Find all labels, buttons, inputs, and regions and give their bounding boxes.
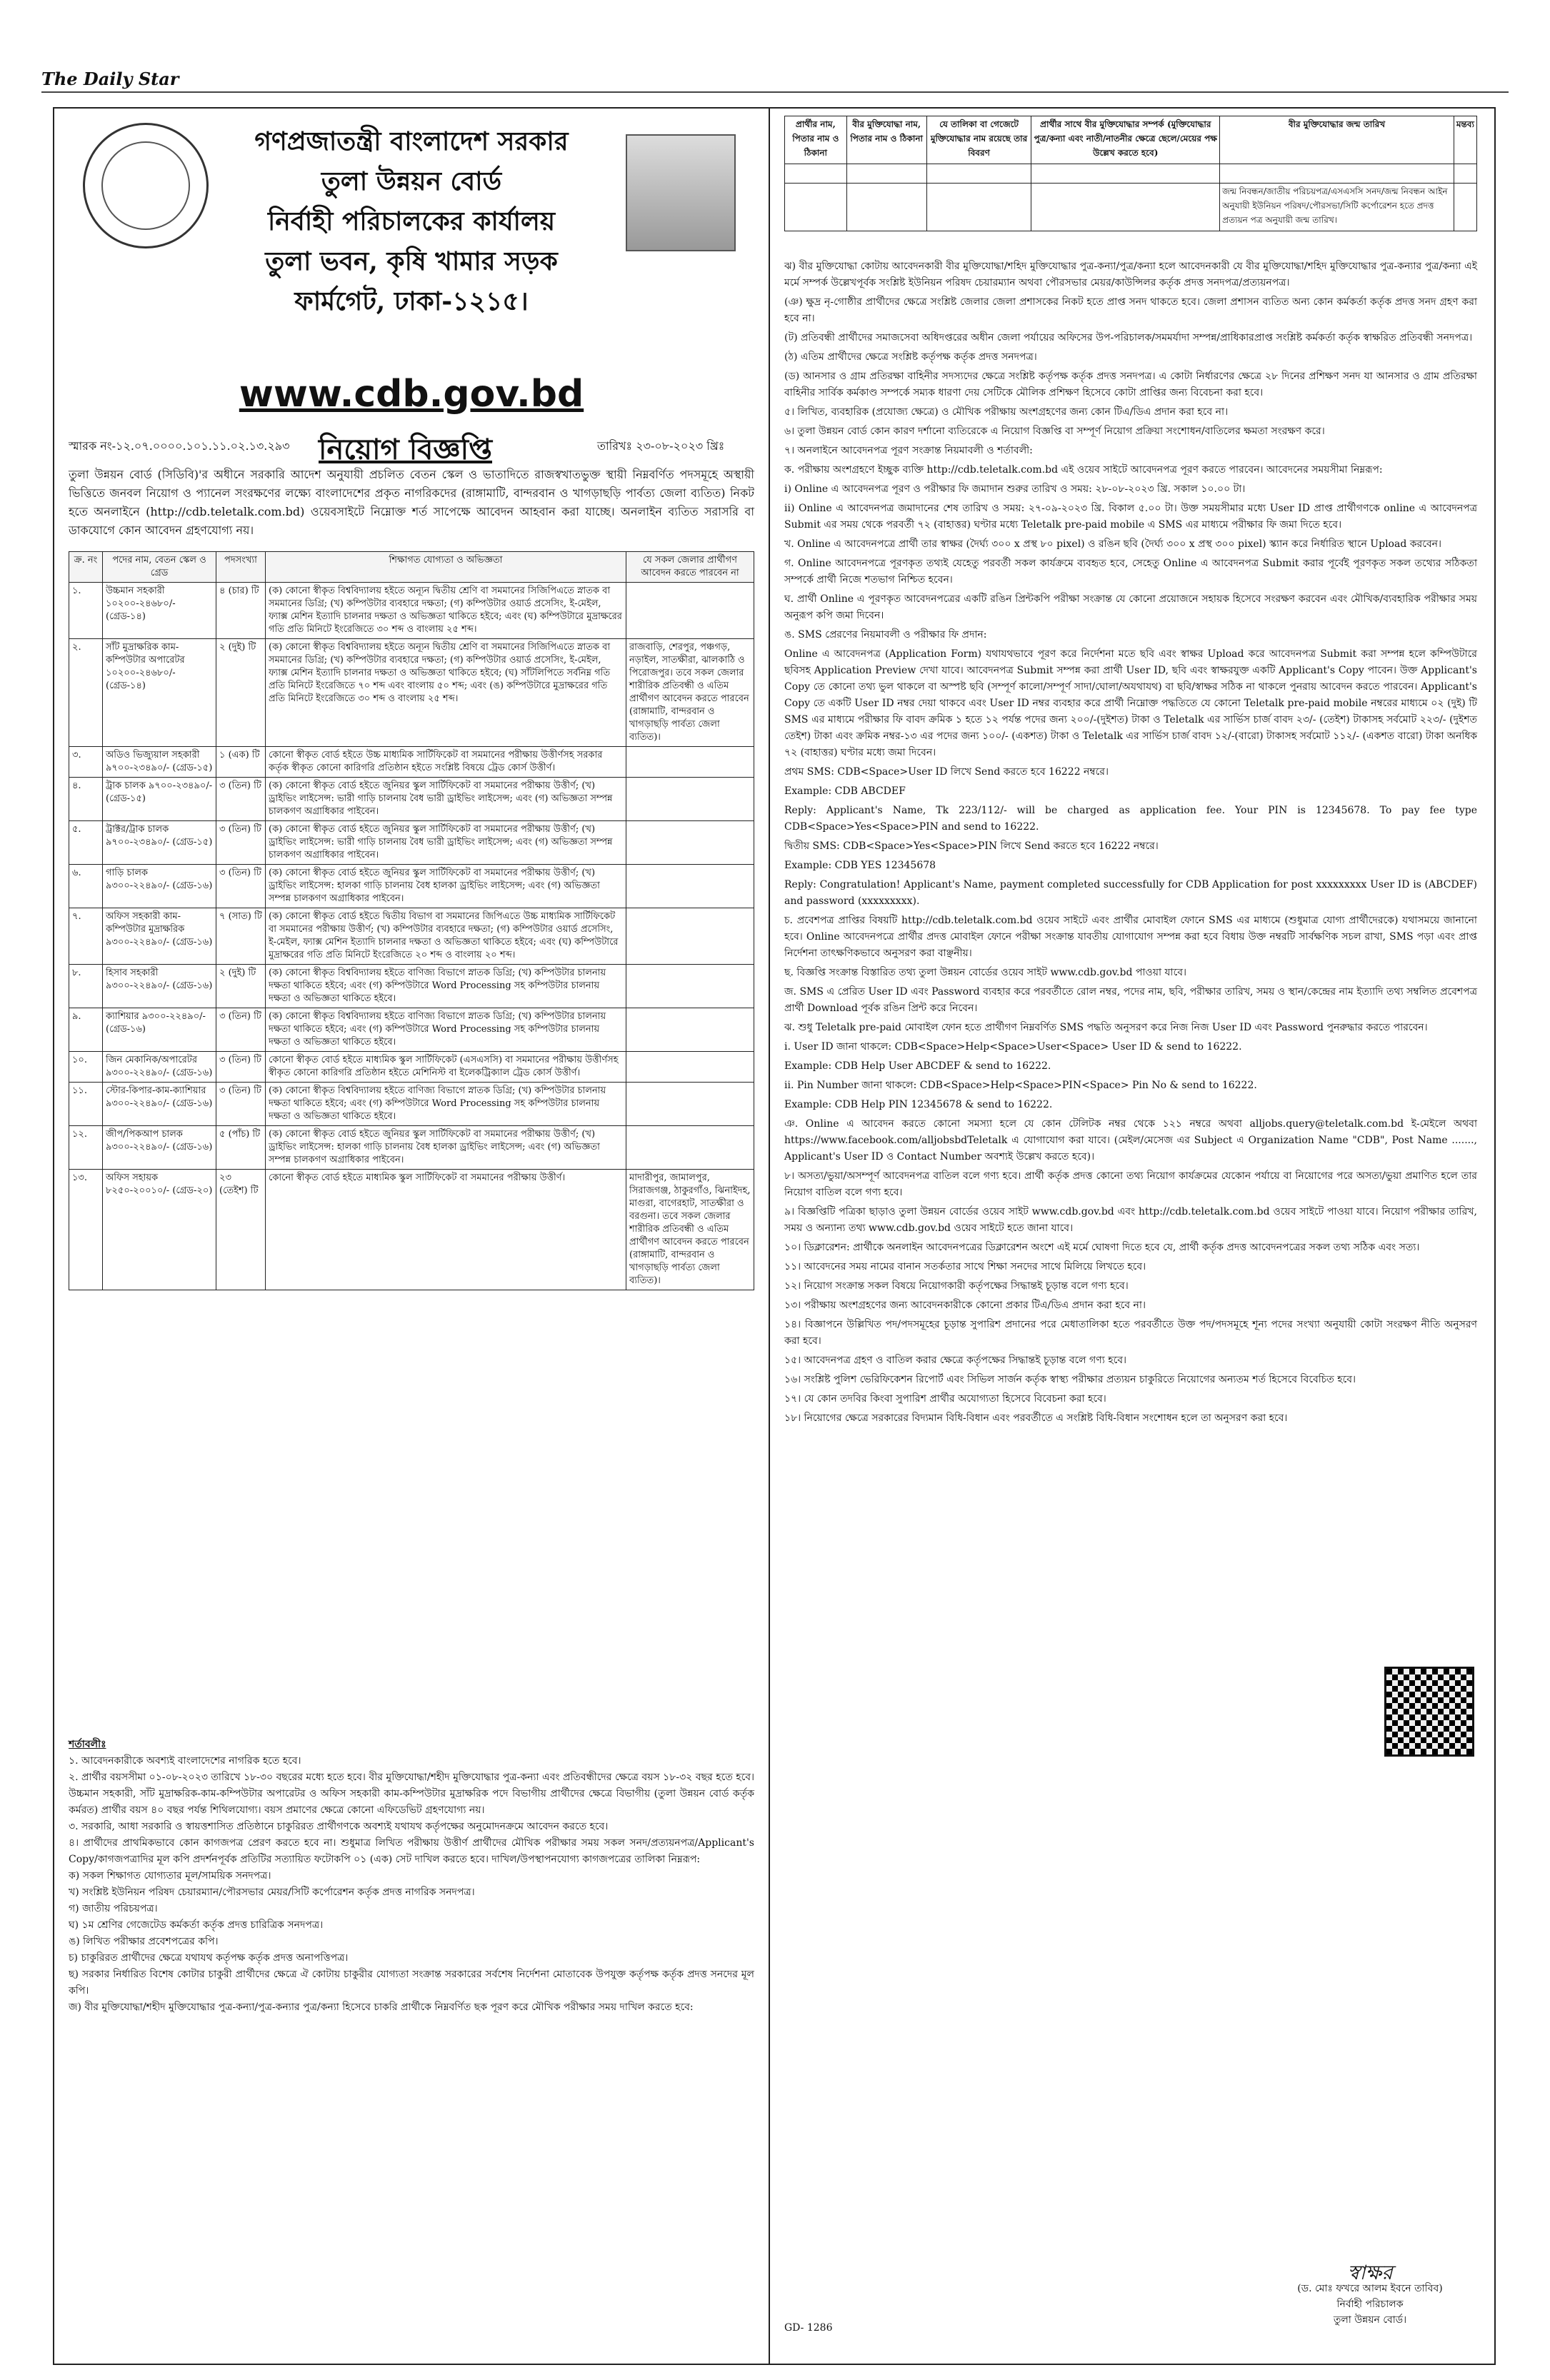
table-cell-no: ১. bbox=[69, 583, 103, 639]
col-serial: ক্র. নং bbox=[69, 552, 103, 583]
signatory-org: তুলা উন্নয়ন বোর্ড। bbox=[1333, 2314, 1407, 2326]
intro-paragraph: তুলা উন্নয়ন বোর্ড (সিডিবি)'র অধীনে সরকারি আদেশ অনুযায়ী প্রচলিত বেতন স্কেল ও ভাতাদিতে রাজস্বখাতভুক্ত স্থায়ী নিম্নবর্ণিত পদসমূহে অস্থায়ী ভিত্তিতে জনবল নিয়োগ ও প্যানেল সংরক্ষণের লক্ষ্যে বাংলাদেশের প্রকৃত নাগরিকদের (রাঙ্গামাটি, বান্দরবান ও খাগড়াছড়ি পার্বত্য জেলা ব্যতিত) নিকট হতে অনলাইনে (http://cdb.teletalk.com.bd) ওয়েবসাইটে নিম্নোক্ত শর্ত সাপেক্ষে আবেদন আহবান করা যাচ্ছে। অনলাইন ব্যতিত সরাসরি বা ডাকযোগে কোন আবেদন গ্রহণযোগ্য নয়। bbox=[69, 468, 754, 537]
table-cell-count: ২ (দুই) টি bbox=[216, 965, 266, 1008]
instruction-paragraph: ক. পরীক্ষায় অংশগ্রহণে ইচ্ছুক ব্যক্তি http://cdb.teletalk.com.bd এই ওয়েব সাইটে আবেদনপত্র পূরণ করতে পারবেন। আবেদনের সময়সীমা নিম্নরূপ: bbox=[784, 464, 1383, 476]
terms-item: ৩. সরকারি, আধা সরকারি ও স্বায়ত্তশাসিত প্রতিষ্ঠানে চাকুরিরত প্রার্থীগণকে অবশ্যই যথাযথ কর্তৃপক্ষের অনুমোদনক্রমে আবেদন করতে হবে। bbox=[69, 1821, 609, 1832]
table-cell-post: সাঁট মুদ্রাক্ষরিক কাম-কম্পিউটার অপারেটর ১০২০০-২৪৬৮০/- (গ্রেড-১৪) bbox=[103, 639, 216, 747]
instruction-paragraph: ৭। অনলাইনে আবেদনপত্র পূরণ সংক্রান্ত নিয়মাবলী ও শর্তাবলী: bbox=[784, 445, 1033, 456]
memo-number: স্মারক নং-১২.০৭.০০০০.১০১.১১.০২.১৩.২৯৩ bbox=[69, 439, 290, 453]
instruction-paragraph: (ঠ) এতিম প্রার্থীদের ক্ষেত্রে সংশ্লিষ্ট কর্তৃপক্ষ কর্তৃক প্রদত্ত সনদপত্র। bbox=[784, 351, 1037, 363]
portrait-image bbox=[626, 134, 736, 251]
table-cell-qual: (ক) কোনো স্বীকৃত বিশ্ববিদ্যালয় হইতে বাণিজ্য বিভাগে স্নাতক ডিগ্রি; (খ) কম্পিউটার চালনায় দক্ষতা থাকিতে হইবে; এবং (গ) কম্পিউটারে Word Processing সহ কম্পিউটার চালনায় দক্ষতা ও অভিজ্ঞতা থাকিতে হইবে। bbox=[266, 1083, 626, 1126]
table-cell-district bbox=[626, 1008, 754, 1052]
table-cell-qual: (ক) কোনো স্বীকৃত বোর্ড হইতে জুনিয়র স্কুল সার্টিফিকেট বা সমমানের পরীক্ষায় উত্তীর্ণ; (খ) ড্রাইভিং লাইসেন্স: হালকা গাড়ি চালনায় বৈধ হালকা ড্রাইভিং লাইসেন্স; এবং (গ) অভিজ্ঞতা সম্পন্ন চালকগণ অগ্রাধিকার পাইবেন। bbox=[266, 865, 626, 908]
table-row bbox=[69, 908, 754, 965]
freedom-fighter-table bbox=[784, 116, 1477, 231]
instruction-paragraph: i) Online এ আবেদনপত্র পূরণ ও পরীক্ষার ফি জমাদান শুরুর তারিখ ও সময়: ২৮-০৮-২০২৩ খ্রি. সকাল ১০.০০ টা। bbox=[784, 483, 1246, 495]
gd-number: GD- 1286 bbox=[784, 2322, 833, 2334]
table-cell-district: মাদারীপুর, জামালপুর, সিরাজগঞ্জ, ঠাকুরগাঁও, ঝিনাইদহ, মাগুরা, বাগেরহাট, সাতক্ষীরা ও বরগুনা। তবে সকল জেলার শারীরিক প্রতিবন্ধী ও এতিম প্রার্থীগণ আবেদন করতে পারবেন (রাঙ্গামাটি, বান্দরবান ও খাগড়াছড়ি পার্বত্য জেলা ব্যতিত)। bbox=[626, 1170, 754, 1290]
instruction-paragraph: ৯। বিজ্ঞপ্তিটি পত্রিকা ছাড়াও তুলা উন্নয়ন বোর্ডের ওয়েব সাইট www.cdb.gov.bd এবং http://cdb.teletalk.com.bd ওয়েব সাইটে পাওয়া যাবে। নিয়োগ পরীক্ষার তারিখ, সময় ও অন্যান্য তথ্য www.cdb.gov.bd ওয়েব সাইটে হতে জানা যাবে। bbox=[784, 1206, 1477, 1234]
table-cell-count: ২৩ (তেইশ) টি bbox=[216, 1170, 266, 1290]
header-line-5: ফার্মগেট, ঢাকা-১২১৫। bbox=[294, 286, 529, 316]
table-cell-count: ৩ (তিন) টি bbox=[216, 865, 266, 908]
instruction-paragraph: ঘ. প্রার্থী Online এ পূরণকৃত আবেদনপত্রের একটি রঙিন প্রিন্টকপি পরীক্ষা সংক্রান্ত যে কোনো প্রয়োজনে সহায়ক হিসেবে সংরক্ষণ করবেন এবং মৌখিক/ব্যবহারিক পরীক্ষার সময় অনুরূপ কপি জমা দিবেন। bbox=[784, 593, 1477, 621]
table-cell-no: ৫. bbox=[69, 821, 103, 865]
table-row bbox=[69, 1008, 754, 1052]
instruction-paragraph: Example: CDB Help PIN 12345678 & send to 16222. bbox=[784, 1099, 1053, 1110]
signature-mark: স্বাক্ষর bbox=[1347, 2261, 1393, 2284]
instruction-paragraph: Online এ আবেদনপত্র (Application Form) যথাযথভাবে পূরণ করে নির্দেশনা মতে ছবি এবং স্বাক্ষর Upload করে আবেদনপত্র Submit করা সম্পন্ন হলে কম্পিউটারে ছবিসহ Application Preview দেখা যাবে। আবেদনপত্র Submit সম্পন্ন করা প্রার্থী User ID, ছবি এবং স্বাক্ষরযুক্ত একটি Applicant's Copy পাবেন। উক্ত Applicant's Copy তে কোনো তথ্য ভুল থাকলে বা অস্পষ্ট ছবি (সম্পূর্ণ কালো/সম্পূর্ণ সাদা/ঘোলা/অযথাযথ) বা ছবি/স্বাক্ষর সঠিক না থাকলে পুনরায় আবেদন করতে পারবেন। Applicant's Copy তে একটি User ID নম্বর দেয়া থাকবে এবং User ID নম্বর ব্যবহার করে প্রার্থী নিম্নোক্ত পদ্ধতিতে যে কোনো Teletalk pre-paid mobile নম্বরের মাধ্যমে ০২ (দুই) টি SMS এর মাধ্যমে পরীক্ষার ফি বাবদ ক্রমিক ১ হতে ১২ পর্যন্ত পদের জন্য ২০০/-(দুইশত) টাকা ও Teletalk এর সার্ভিস চার্জ বাবদ ২৩/- (তেইশ) টাকাসহ সর্বমোট ২২৩/- (দুইশত তেইশ) টাকা এবং ক্রমিক নম্বর-১৩ এর পদের জন্য ১০০/- (একশত) টাকা ও Teletalk এর সার্ভিস চার্জ বাবদ ১২/-(বারো) টাকাসহ সর্বমোট ১১২/- (একশত বারো) টাকা অনধিক ৭২ (বাহাত্তর) ঘণ্টার মধ্যে জমা দিবেন। bbox=[784, 648, 1477, 758]
table-row bbox=[69, 865, 754, 908]
col-count: পদসংখ্যা bbox=[216, 552, 266, 583]
instruction-paragraph: ১৭। যে কোন তদবির কিংবা সুপারিশ প্রার্থীর অযোগ্যতা হিসেবে বিবেচনা করা হবে। bbox=[784, 1393, 1106, 1405]
table-cell-count: ৫ (পাঁচ) টি bbox=[216, 1126, 266, 1170]
fm-col-5: বীর মুক্তিযোদ্ধার জন্ম তারিখ bbox=[1220, 116, 1454, 164]
instruction-paragraph: ৬। তুলা উন্নয়ন বোর্ড কোন কারণ দর্শানো ব্যতিরেকে এ নিয়োগ বিজ্ঞপ্তি বা সম্পূর্ণ নিয়োগ প্রক্রিয়া সংশোধন/বাতিলের ক্ষমতা সংরক্ষণ করে। bbox=[784, 426, 1325, 437]
instruction-paragraph: খ. Online এ আবেদনপত্রে প্রার্থী তার স্বাক্ষর (দৈর্ঘ্য ৩০০ x প্রস্থ ৮০ pixel) ও রঙিন ছবি (দৈর্ঘ্য ৩০০ x প্রস্থ ৩০০ pixel) স্ক্যান করে নির্ধারিত স্থানে Upload করবেন। bbox=[784, 538, 1442, 550]
table-cell-qual: (ক) কোনো স্বীকৃত বোর্ড হইতে জুনিয়র স্কুল সার্টিফিকেট বা সমমানের পরীক্ষায় উত্তীর্ণ; (খ) ড্রাইভিং লাইসেন্স: ভারী গাড়ি চালনায় বৈধ ভারী ড্রাইভিং লাইসেন্স; এবং (গ) অভিজ্ঞতা সম্পন্ন চালকগণ অগ্রাধিকার পাইবেন। bbox=[266, 778, 626, 821]
table-cell-count: ৩ (তিন) টি bbox=[216, 1008, 266, 1052]
instruction-paragraph: ১৪। বিজ্ঞাপনে উল্লিখিত পদ/পদসমূহের চূড়ান্ত সুপারিশ প্রদানের পরে মেধাতালিকা হতে পরবর্তীতে উক্ত পদ/পদসমূহে শূন্য পদের সংখ্যা অনুযায়ী কোটা সংরক্ষণ নীতি অনুসরণ করা হবে। bbox=[784, 1319, 1477, 1347]
table-cell-post: উচ্চমান সহকারী ১০২০০-২৪৬৮০/- (গ্রেড-১৪) bbox=[103, 583, 216, 639]
table-cell-qual: কোনো স্বীকৃত বোর্ড হইতে মাধ্যমিক স্কুল সার্টিফিকেট বা সমমানের পরীক্ষায় উত্তীর্ণ। bbox=[266, 1170, 626, 1290]
terms-item: ঘ) ১ম শ্রেণির গেজেটেড কর্মকর্তা কর্তৃক প্রদত্ত চারিত্রিক সনদপত্র। bbox=[69, 1919, 324, 1931]
col-district: যে সকল জেলার প্রার্থীগণ আবেদন করতে পারবেন না bbox=[626, 552, 754, 583]
fm-col-4: প্রার্থীর সাথে বীর মুক্তিযোদ্ধার সম্পর্ক (মুক্তিযোদ্ধার পুত্র/কন্যা এবং নাতী/নাতনীর ক্ষেত্রে ছেলে/মেয়ের পক্ষ উল্লেখ করতে হবে) bbox=[1031, 116, 1220, 164]
table-row bbox=[69, 639, 754, 747]
table-cell-post: ট্রাক্টর/ট্রাক চালক ৯৭০০-২৩৪৯০/- (গ্রেড-১৫) bbox=[103, 821, 216, 865]
table-cell-qual: কোনো স্বীকৃত বোর্ড হইতে উচ্চ মাধ্যমিক সার্টিফিকেট বা সমমানের পরীক্ষায় উত্তীর্ণসহ সরকার কর্তৃক স্বীকৃত কোনো কারিগরি প্রতিষ্ঠান হইতে সংশ্লিষ্ট বিষয়ে ট্রেড কোর্স উত্তীর্ণ। bbox=[266, 747, 626, 778]
terms-item: গ) জাতীয় পরিচয়পত্র। bbox=[69, 1903, 158, 1914]
fm-col-6: মন্তব্য bbox=[1454, 116, 1476, 164]
table-cell-post: হিসাব সহকারী ৯৩০০-২২৪৯০/- (গ্রেড-১৬) bbox=[103, 965, 216, 1008]
header-line-2: তুলা উন্নয়ন বোর্ড bbox=[321, 166, 502, 196]
table-cell-no: ৯. bbox=[69, 1008, 103, 1052]
instruction-paragraph: ii. Pin Number জানা থাকলে: CDB<Space>Help<Space>PIN<Space> Pin No & send to 16222. bbox=[784, 1080, 1257, 1091]
terms-item: চ) চাকুরিরত প্রার্থীদের ক্ষেত্রে যথাযথ কর্তৃপক্ষ কর্তৃক প্রদত্ত অনাপত্তিপত্র। bbox=[69, 1952, 349, 1964]
table-cell-district bbox=[626, 865, 754, 908]
table-cell-qual: (ক) কোনো স্বীকৃত বোর্ড হইতে জুনিয়র স্কুল সার্টিফিকেট বা সমমানের পরীক্ষায় উত্তীর্ণ; (খ) ড্রাইভিং লাইসেন্স: হালকা গাড়ি চালনায় বৈধ হালকা ড্রাইভিং লাইসেন্স; এবং (গ) অভিজ্ঞতা সম্পন্ন চালকগণ অগ্রাধিকার পাইবেন। bbox=[266, 1126, 626, 1170]
instruction-paragraph: (ড) আনসার ও গ্রাম প্রতিরক্ষা বাহিনীর সদস্যদের ক্ষেত্রে সংশ্লিষ্ট কর্তৃপক্ষ কর্তৃক প্রদত্ত সনদপত্র। এ কোটা নির্ধারণের ক্ষেত্রে ২৮ দিনের প্রশিক্ষণ সনদ যা আনসার ও গ্রাম প্রতিরক্ষা বাহিনীর সার্বিক কর্মকাণ্ড সম্পর্কে সম্যক ধারণা দেয় সেটিকে মৌলিক প্রশিক্ষণ হিসেবে কোটা প্রাপ্তির জন্য বিবেচনা করা হবে। bbox=[784, 371, 1477, 398]
table-row bbox=[69, 1170, 754, 1290]
table-cell-post: অফিস সহকারী কাম-কম্পিউটার মুদ্রাক্ষরিক ৯৩০০-২২৪৯০/- (গ্রেড-১৬) bbox=[103, 908, 216, 965]
terms-item: ৪। প্রার্থীদের প্রাথমিকভাবে কোন কাগজপত্র প্রেরণ করতে হবে না। শুধুমাত্র লিখিত পরীক্ষায় উত্তীর্ণ প্রার্থীদের মৌখিক পরীক্ষার সময় সকল সনদ/প্রত্যয়নপত্র/Applicant's Copy/কাগজপত্রাদির মূল কপি প্রদর্শনপূর্বক প্রতিটির সত্যায়িত ফটোকপি ০১ (এক) সেট দাখিল করতে হবে। দাখিল/উপস্থাপনযোগ্য কাগজপত্রের তালিকা নিম্নরূপ: bbox=[69, 1837, 754, 1865]
table-row bbox=[69, 747, 754, 778]
instruction-paragraph: ১১। আবেদনের সময় নামের বানান সতর্কতার সাথে শিক্ষা সনদের সাথে মিলিয়ে লিখতে হবে। bbox=[784, 1261, 1146, 1272]
table-cell-post: গাড়ি চালক ৯৩০০-২২৪৯০/- (গ্রেড-১৬) bbox=[103, 865, 216, 908]
fm-col-2: বীর মুক্তিযোদ্ধা নাম, পিতার নাম ও ঠিকানা bbox=[846, 116, 926, 164]
instruction-paragraph: প্রথম SMS: CDB<Space>User ID লিখে Send করতে হবে 16222 নম্বরে। bbox=[784, 766, 1109, 778]
government-seal-icon bbox=[83, 123, 209, 248]
table-cell-post: জীপ/পিকআপ চালক ৯৩০০-২২৪৯০/- (গ্রেড-১৬) bbox=[103, 1126, 216, 1170]
table-cell-qual: (ক) কোনো স্বীকৃত বিশ্ববিদ্যালয় হইতে অন্যূন দ্বিতীয় শ্রেণি বা সমমানের সিজিপিএতে স্নাতক বা সমমানের ডিগ্রি; (খ) কম্পিউটার ব্যবহারে দক্ষতা; (গ) কম্পিউটার ওয়ার্ড প্রসেসিং, ই-মেইল, ফ্যাক্স মেশিন ইত্যাদি চালনার দক্ষতা ও অভিজ্ঞতা থাকিতে হইবে; (ঘ) সাঁটলিপিতে সর্বনিম্ন গতি প্রতি মিনিটে ইংরেজিতে ৭০ শব্দ এবং বাংলায় ৫০ শব্দ; এবং (ঙ) কম্পিউটারে মুদ্রাক্ষরের গতি প্রতি মিনিটে ইংরেজিতে ৩০ শব্দ ও বাংলায় ২৫ শব্দ। bbox=[266, 639, 626, 747]
instruction-paragraph: (ঞ) ক্ষুদ্র নৃ-গোষ্ঠীর প্রার্থীদের ক্ষেত্রে সংশ্লিষ্ট জেলার জেলা প্রশাসকের নিকট হতে প্রাপ্ত সনদ থাকতে হবে। জেলা প্রশাসন ব্যতিত অন্য কোন কর্মকর্তা কর্তৃক প্রদত্ত সনদ গ্রহণ করা হবে না। bbox=[784, 296, 1477, 324]
table-cell-qual: (ক) কোনো স্বীকৃত বিশ্ববিদ্যালয় হইতে অন্যূন দ্বিতীয় শ্রেণি বা সমমানের সিজিপিএতে স্নাতক বা সমমানের ডিগ্রি; (খ) কম্পিউটার ব্যবহারে দক্ষতা; (গ) কম্পিউটার ওয়ার্ড প্রসেসিং, ই-মেইল, ফ্যাক্স মেশিন ইত্যাদি চালনার দক্ষতা ও অভিজ্ঞতা থাকিতে হইবে; এবং (ঘ) কম্পিউটারে মুদ্রাক্ষরের গতি প্রতি মিনিটে ইংরেজিতে ৩০ শব্দ ও বাংলায় ২৫ শব্দ। bbox=[266, 583, 626, 639]
instruction-paragraph: ১৮। নিয়োগের ক্ষেত্রে সরকারের বিদ্যমান বিধি-বিধান এবং পরবর্তীতে এ সংশ্লিষ্ট বিধি-বিধান সংশোধন হলে তা অনুসরণ করা হবে। bbox=[784, 1412, 1288, 1424]
table-cell-count: ৩ (তিন) টি bbox=[216, 821, 266, 865]
table-cell-district bbox=[626, 965, 754, 1008]
terms-section bbox=[69, 1737, 754, 2016]
table-row bbox=[69, 583, 754, 639]
instruction-paragraph: ছ. বিজ্ঞপ্তি সংক্রান্ত বিস্তারিত তথ্য তুলা উন্নয়ন বোর্ডের ওয়েব সাইট www.cdb.gov.bd পাওয়া যাবে। bbox=[784, 967, 1187, 978]
table-cell-district bbox=[626, 747, 754, 778]
instruction-paragraph: Example: CDB ABCDEF bbox=[784, 785, 906, 797]
table-row bbox=[69, 965, 754, 1008]
table-cell-district bbox=[626, 1083, 754, 1126]
fm-header-row bbox=[785, 116, 1477, 164]
table-cell-count: ২ (দুই) টি bbox=[216, 639, 266, 747]
notice-date: তারিখঃ ২৩-০৮-২০২৩ খ্রিঃ bbox=[597, 439, 725, 453]
table-cell-no: ১৩. bbox=[69, 1170, 103, 1290]
instruction-paragraph: Example: CDB Help User ABCDEF & send to 16222. bbox=[784, 1060, 1051, 1072]
table-cell-qual: (ক) কোনো স্বীকৃত বোর্ড হইতে জুনিয়র স্কুল সার্টিফিকেট বা সমমানের পরীক্ষায় উত্তীর্ণ; (খ) ড্রাইভিং লাইসেন্স: ভারী গাড়ি চালনায় বৈধ ভারী ড্রাইভিং লাইসেন্স; এবং (গ) অভিজ্ঞতা সম্পন্ন চালকগণ অগ্রাধিকার পাইবেন। bbox=[266, 821, 626, 865]
table-row bbox=[69, 1126, 754, 1170]
instruction-paragraph: i. User ID জানা থাকলে: CDB<Space>Help<Space>User<Space> User ID & send to 16222. bbox=[784, 1041, 1242, 1053]
table-cell-qual: (ক) কোনো স্বীকৃত বোর্ড হইতে দ্বিতীয় বিভাগ বা সমমানের জিপিএতে উচ্চ মাধ্যমিক সার্টিফিকেট বা সমমানের পরীক্ষায় উত্তীর্ণ; (খ) কম্পিউটার ব্যবহারে দক্ষতা; (গ) কম্পিউটার ওয়ার্ড প্রসেসিং, ই-মেইল, ফ্যাক্স মেশিন ইত্যাদি চালনার দক্ষতা ও অভিজ্ঞতা থাকিতে হইবে; এবং (ঘ) কম্পিউটারে মুদ্রাক্ষরের গতি প্রতি মিনিটে ইংরেজিতে ২০ শব্দ ও বাংলায় ২০ শব্দ। bbox=[266, 908, 626, 965]
table-cell-count: ৪ (চার) টি bbox=[216, 583, 266, 639]
table-cell-no: ৬. bbox=[69, 865, 103, 908]
instruction-paragraph: ১৬। সংশ্লিষ্ট পুলিশ ভেরিফিকেশন রিপোর্ট এবং সিভিল সার্জন কর্তৃক স্বাস্থ্য পরীক্ষার প্রত্যয়ন চাকুরিতে নিয়োগের অন্যতম শর্ত হিসেবে বিবেচিত হবে। bbox=[784, 1374, 1356, 1385]
table-cell-no: ১১. bbox=[69, 1083, 103, 1126]
instruction-paragraph: ঝ) বীর মুক্তিযোদ্ধা কোটায় আবেদনকারী বীর মুক্তিযোদ্ধা/শহিদ মুক্তিযোদ্ধার পুত্র-কন্যা/পুত্র/কন্যা হলে আবেদনকারী যে বীর মুক্তিযোদ্ধা/শহিদ মুক্তিযোদ্ধার পুত্র-কন্যার পুত্র/কন্যা এই মর্মে সম্পর্ক উল্লেখপূর্বক সংশ্লিষ্ট ইউনিয়ন পরিষদ চেয়ারম্যান অথবা পৌরসভার মেয়র/কাউন্সিলর কর্তৃক প্রদত্ত সনদপত্র/প্রত্যয়নপত্র। bbox=[784, 261, 1477, 288]
instruction-paragraph: ঙ. SMS প্রেরণের নিয়মাবলী ও পরীক্ষার ফি প্রদান: bbox=[784, 629, 987, 641]
instruction-paragraph: চ. প্রবেশপত্র প্রাপ্তির বিষয়টি http://cdb.teletalk.com.bd ওয়েব সাইটে এবং প্রার্থীর মোবাইল ফোনে SMS এর মাধ্যমে (শুধুমাত্র যোগ্য প্রার্থীদেরকে) যথাসময়ে জানানো হবে। Online আবেদনপত্রে প্রার্থীর প্রদত্ত মোবাইল ফোনে পরীক্ষা সংক্রান্ত যাবতীয় যোগাযোগ সম্পন্ন করা হবে বিধায় উক্ত নম্বরটি সার্বক্ষণিক সচল রাখা, SMS পড়া এবং প্রাপ্ত নির্দেশনা তাৎক্ষণিকভাবে অনুসরণ করা বাঞ্ছনীয়। bbox=[784, 915, 1477, 959]
table-cell-qual: (ক) কোনো স্বীকৃত বিশ্ববিদ্যালয় হইতে বাণিজ্য বিভাগে স্নাতক ডিগ্রি; (খ) কম্পিউটার চালনায় দক্ষতা থাকিতে হইবে; এবং (গ) কম্পিউটারে Word Processing সহ কম্পিউটার চালনায় দক্ষতা ও অভিজ্ঞতা থাকিতে হইবে। bbox=[266, 965, 626, 1008]
instruction-paragraph: ১৫। আবেদনপত্র গ্রহণ ও বাতিল করার ক্ষেত্রে কর্তৃপক্ষের সিদ্ধান্তই চূড়ান্ত বলে গণ্য হবে। bbox=[784, 1355, 1126, 1366]
terms-item: ছ) সরকার নির্ধারিত বিশেষ কোটার চাকুরী প্রার্থীদের ক্ষেত্রে ঐ কোটায় চাকুরীর যোগ্যতা সংক্রান্ত সরকারের সর্বশেষ নির্দেশনা মোতাবেক উপযুক্ত কর্তৃপক্ষ কর্তৃক প্রদত্ত সনদের মূল কপি। bbox=[69, 1969, 754, 1997]
instruction-paragraph: ii) Online এ আবেদনপত্র জমাদানের শেষ তারিখ ও সময়: ২৭-০৯-২০২৩ খ্রি. বিকাল ৫.০০ টা। উক্ত সময়সীমার মধ্যে User ID প্রাপ্ত প্রার্থীগণকে online এ আবেদনপত্র Submit এর সময় থেকে পরবর্তী ৭২ (বাহাত্তর) ঘণ্টার মধ্যে Teletalk pre-paid mobile এ SMS এর মাধ্যমে পরীক্ষার ফি জমা দিতে হবে। bbox=[784, 503, 1477, 531]
fm-col-3: যে তালিকা বা গেজেটে মুক্তিযোদ্ধার নাম রয়েছে তার বিবরণ bbox=[926, 116, 1031, 164]
table-cell-count: ৩ (তিন) টি bbox=[216, 1052, 266, 1083]
table-row bbox=[69, 1083, 754, 1126]
signatory-name: (ড. মোঃ ফখরে আলম ইবনে তাবিব) bbox=[1297, 2283, 1443, 2294]
website-link[interactable]: www.cdb.gov.bd bbox=[239, 373, 584, 416]
instruction-paragraph: দ্বিতীয় SMS: CDB<Space>Yes<Space>PIN লিখে Send করতে হবে 16222 নম্বরে। bbox=[784, 840, 1159, 852]
table-cell-post: ট্রাক চালক ৯৭০০-২৩৪৯০/- (গ্রেড-১৫) bbox=[103, 778, 216, 821]
table-cell-post: ক্যাশিয়ার ৯৩০০-২২৪৯০/- (গ্রেড-১৬) bbox=[103, 1008, 216, 1052]
table-cell-post: অফিস সহায়ক ৮২৫০-২০০১০/- (গ্রেড-২০) bbox=[103, 1170, 216, 1290]
table-cell-no: ২. bbox=[69, 639, 103, 747]
table-cell-no: ১০. bbox=[69, 1052, 103, 1083]
header-rule bbox=[41, 91, 1509, 93]
instruction-paragraph: ৫। লিখিত, ব্যবহারিক (প্রযোজ্য ক্ষেত্রে) ও মৌখিক পরীক্ষায় অংশগ্রহণের জন্য কোন টিএ/ডিএ প্রদান করা হবে না। bbox=[784, 406, 1229, 418]
table-cell-no: ৮. bbox=[69, 965, 103, 1008]
fm-col-1: প্রার্থীর নাম, পিতার নাম ও ঠিকানা bbox=[785, 116, 847, 164]
right-column bbox=[770, 109, 1494, 2364]
table-row bbox=[69, 1052, 754, 1083]
table-cell-district: রাজবাড়ি, শেরপুর, পঞ্চগড়, নড়াইল, সাতক্ষীরা, ঝালকাঠি ও পিরোজপুর। তবে সকল জেলার শারীরিক প্রতিবন্ধী ও এতিম প্রার্থীগণ আবেদন করতে পারবেন (রাঙ্গামাটি, বান্দরবান ও খাগড়াছড়ি পার্বত্য জেলা ব্যতিত)। bbox=[626, 639, 754, 747]
terms-item: জ) বীর মুক্তিযোদ্ধা/শহীদ মুক্তিযোদ্ধার পুত্র-কন্যা/পুত্র-কন্যার পুত্র/কন্যা হিসেবে চাকরি প্রার্থীকে নিম্নবর্ণিত ছক পূরণ করে মৌখিক পরীক্ষার সময় দাখিল করতে হবে: bbox=[69, 2002, 694, 2013]
job-advertisement bbox=[53, 107, 1496, 2365]
col-qualification: শিক্ষাগত যোগ্যতা ও অভিজ্ঞতা bbox=[266, 552, 626, 583]
fm-note: জন্ম নিবন্ধন/জাতীয় পরিচয়পত্র/এসএসসি সনদ/জন্ম নিবন্ধন আইন অনুযায়ী ইউনিয়ন পরিষদ/পৌরসভা/সিটি কর্পোরেশন হতে প্রদত্ত প্রত্যয়ন পত্র অনুযায়ী জন্ম তারিখ। bbox=[1220, 184, 1454, 231]
terms-item: খ) সংশ্লিষ্ট ইউনিয়ন পরিষদ চেয়ারম্যান/পৌরসভার মেয়র/সিটি কর্পোরেশন কর্তৃক প্রদত্ত নাগরিক সনদপত্র। bbox=[69, 1887, 475, 1898]
instruction-paragraph: ১২। নিয়োগ সংক্রান্ত সকল বিষয়ে নিয়োগকারী কর্তৃপক্ষের সিদ্ধান্তই চূড়ান্ত বলে গণ্য হবে। bbox=[784, 1280, 1129, 1292]
qr-code-icon[interactable] bbox=[1384, 1667, 1474, 1757]
instruction-paragraph: ঞ. Online এ আবেদন করতে কোনো সমস্যা হলে যে কোন টেলিটক নম্বর থেকে ১২১ নম্বরে অথবা alljobs.query@teletalk.com.bd ই-মেইলে অথবা https://www.facebook.com/alljobsbdTeletalk এ যোগাযোগ করা যাবে। (মেইল/মেসেজ এর Subject এ Organization Name "CDB", Post Name ......., Applicant's User ID ও Contact Number অবশ্যই উল্লেখ করতে হবে)। bbox=[784, 1118, 1477, 1163]
terms-item: ১. আবেদনকারীকে অবশ্যই বাংলাদেশের নাগরিক হতে হবে। bbox=[69, 1755, 301, 1767]
posts-table bbox=[69, 551, 754, 1290]
table-cell-count: ৭ (সাত) টি bbox=[216, 908, 266, 965]
header-line-1: গণপ্রজাতন্ত্রী বাংলাদেশ সরকার bbox=[254, 126, 569, 156]
terms-item: ঙ) লিখিত পরীক্ষার প্রবেশপত্রের কপি। bbox=[69, 1936, 219, 1947]
instruction-paragraph: Reply: Applicant's Name, Tk 223/112/- will be charged as application fee. Your PIN is 12345678. To pay fee type CDB<Space>Yes<Space>PIN and send to 16222. bbox=[784, 805, 1477, 833]
table-row bbox=[69, 778, 754, 821]
instruction-paragraph: ৮। অসত্য/ভুয়া/অসম্পূর্ণ আবেদনপত্র বাতিল বলে গণ্য হবে। প্রার্থী কর্তৃক প্রদত্ত কোনো তথ্য নিয়োগ কার্যক্রমের যেকোন পর্যায়ে বা নিয়োগের পরে অসত্য/ভুয়া প্রমাণিত হলে তার নিয়োগ বাতিল বলে গণ্য হবে। bbox=[784, 1170, 1477, 1198]
instruction-paragraph: ১০। ডিক্লারেশন: প্রার্থীকে অনলাইন আবেদনপত্রের ডিক্লারেশন অংশে এই মর্মে ঘোষণা দিতে হবে যে, প্রার্থী কর্তৃক প্রদত্ত আবেদনপত্রের সকল তথ্য সঠিক এবং সত্য। bbox=[784, 1242, 1420, 1253]
col-post: পদের নাম, বেতন স্কেল ও গ্রেড bbox=[103, 552, 216, 583]
instruction-paragraph: জ. SMS এ প্রেরিত User ID এবং Password ব্যবহার করে পরবর্তীতে রোল নম্বর, পদের নাম, ছবি, পরীক্ষার তারিখ, সময় ও স্থান/কেন্দ্রের নাম ইত্যাদি তথ্য সম্বলিত প্রবেশপত্র প্রার্থী Download পূর্বক রঙিন প্রিন্ট করে নিবেন। bbox=[784, 986, 1477, 1014]
table-cell-no: ৪. bbox=[69, 778, 103, 821]
table-cell-district bbox=[626, 1052, 754, 1083]
instruction-paragraph: ১৩। পরীক্ষায় অংশগ্রহণের জন্য আবেদনকারীকে কোনো প্রকার টিএ/ডিএ প্রদান করা হবে না। bbox=[784, 1300, 1146, 1311]
instruction-paragraph: Example: CDB YES 12345678 bbox=[784, 860, 936, 871]
header-line-4: তুলা ভবন, কৃষি খামার সড়ক bbox=[265, 246, 558, 276]
terms-item: ক) সকল শিক্ষাগত যোগ্যতার মূল/সাময়িক সনদপত্র। bbox=[69, 1870, 271, 1882]
table-cell-district bbox=[626, 821, 754, 865]
table-cell-district bbox=[626, 1126, 754, 1170]
newspaper-masthead: The Daily Star bbox=[41, 69, 179, 89]
signature-block bbox=[1270, 2261, 1470, 2328]
table-cell-count: ১ (এক) টি bbox=[216, 747, 266, 778]
table-cell-post: অডিও ভিজ্যুয়াল সহকারী ৯৭০০-২৩৪৯০/- (গ্রেড-১৫) bbox=[103, 747, 216, 778]
table-cell-district bbox=[626, 583, 754, 639]
table-cell-qual: (ক) কোনো স্বীকৃত বিশ্ববিদ্যালয় হইতে বাণিজ্য বিভাগে স্নাতক ডিগ্রি; (খ) কম্পিউটার চালনায় দক্ষতা থাকিতে হইবে; এবং (গ) কম্পিউটারে Word Processing সহ কম্পিউটার চালনায় দক্ষতা ও অভিজ্ঞতা থাকিতে হইবে। bbox=[266, 1008, 626, 1052]
signatory-designation: নির্বাহী পরিচালক bbox=[1336, 2299, 1404, 2310]
terms-title: শর্তাবলীঃ bbox=[69, 1739, 106, 1750]
table-cell-post: স্টোর-কিপার-কাম-ক্যাশিয়ার ৯৩০০-২২৪৯০/- (গ্রেড-১৬) bbox=[103, 1083, 216, 1126]
table-cell-no: ৩. bbox=[69, 747, 103, 778]
table-cell-count: ৩ (তিন) টি bbox=[216, 1083, 266, 1126]
instruction-paragraph: (ট) প্রতিবন্ধী প্রার্থীদের সমাজসেবা অধিদপ্তরের অধীন জেলা পর্যায়ের অফিসের উপ-পরিচালক/সমমর্যাদা সম্পন্ন/প্রাধিকারপ্রাপ্ত সংশ্লিষ্ট কর্মকর্তা কর্তৃক স্বাক্ষরিত প্রতিবন্ধী সনদপত্র। bbox=[784, 332, 1473, 343]
notice-title: নিয়োগ বিজ্ঞপ্তি bbox=[319, 433, 493, 466]
table-row bbox=[69, 821, 754, 865]
instruction-paragraph: Reply: Congratulation! Applicant's Name, payment completed successfully for CDB Application for post xxxxxxxxx User ID is (ABCDEF) and password (xxxxxxxxx). bbox=[784, 879, 1477, 907]
table-cell-count: ৩ (তিন) টি bbox=[216, 778, 266, 821]
left-column bbox=[54, 109, 770, 2364]
table-header-row bbox=[69, 552, 754, 583]
terms-item: ২. প্রার্থীর বয়সসীমা ০১-০৮-২০২৩ তারিখে ১৮-৩০ বছরের মধ্যে হতে হবে। বীর মুক্তিযোদ্ধা/শহীদ মুক্তিযোদ্ধার পুত্র-কন্যা এবং প্রতিবন্ধীদের ক্ষেত্রে বয়স ১৮-৩২ বছর হতে হবে। উচ্চমান সহকারী, সাঁট মুদ্রাক্ষরিক-কাম-কম্পিউটার অপারেটর ও অফিস সহকারী কাম-কম্পিউটার মুদ্রাক্ষরিক পদে বিভাগীয় প্রার্থীদের ক্ষেত্রে বিভাগীয় (তুলা উন্নয়ন বোর্ড কর্তৃক কর্মরত) প্রার্থীর বয়স ৪০ বছর পর্যন্ত শিথিলযোগ্য। বয়স প্রমাণের ক্ষেত্রে কোনো এফিডেভিট গ্রহণযোগ্য নয়। bbox=[69, 1772, 754, 1816]
fm-note-row bbox=[785, 184, 1477, 231]
header-line-3: নির্বাহী পরিচালকের কার্যালয় bbox=[267, 206, 556, 236]
table-cell-district bbox=[626, 778, 754, 821]
right-instructions bbox=[784, 258, 1477, 1430]
table-cell-no: ৭. bbox=[69, 908, 103, 965]
instruction-paragraph: গ. Online আবেদনপত্রে পূরণকৃত তথ্যই যেহেতু পরবর্তী সকল কার্যক্রমে ব্যবহৃত হবে, সেহেতু Online এ আবেদনপত্র Submit করার পূর্বেই পূরণকৃত সকল তথ্যের সঠিকতা সম্পর্কে প্রার্থী নিজে শতভাগ নিশ্চিত হবেন। bbox=[784, 558, 1477, 586]
fm-blank-row bbox=[785, 164, 1477, 184]
table-cell-district bbox=[626, 908, 754, 965]
table-cell-qual: কোনো স্বীকৃত বোর্ড হইতে মাধ্যমিক স্কুল সার্টিফিকেট (এসএসসি) বা সমমানের পরীক্ষায় উত্তীর্ণসহ স্বীকৃত কোনো কারিগরি প্রতিষ্ঠান হইতে মেশিনিস্ট বা ইলেকট্রিক্যাল ট্রেড কোর্স উত্তীর্ণ। bbox=[266, 1052, 626, 1083]
table-cell-post: জিন মেকানিক/অপারেটর ৯৩০০-২২৪৯০/- (গ্রেড-১৬) bbox=[103, 1052, 216, 1083]
table-cell-no: ১২. bbox=[69, 1126, 103, 1170]
instruction-paragraph: ঝ. শুধু Teletalk pre-paid মোবাইল ফোন হতে প্রার্থীগণ নিম্নবর্ণিত SMS পদ্ধতি অনুসরণ করে নিজ নিজ User ID এবং Password পুনরুদ্ধার করতে পারবেন। bbox=[784, 1022, 1428, 1033]
